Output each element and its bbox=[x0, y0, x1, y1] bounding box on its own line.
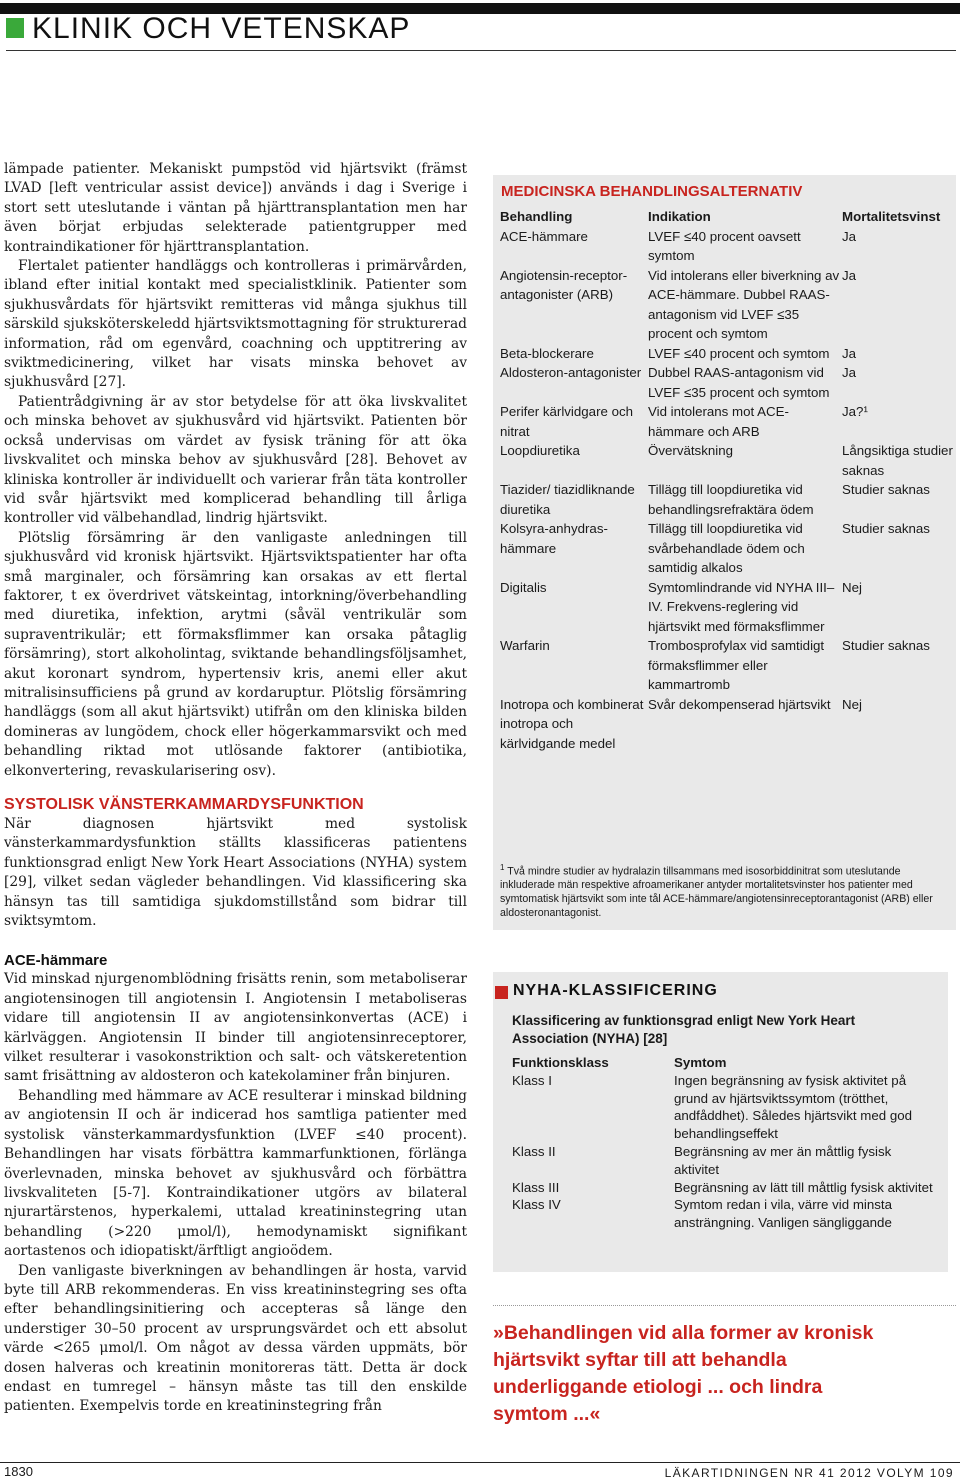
table-row bbox=[500, 695, 956, 754]
table-cell: LVEF ≤40 procent och symtom bbox=[648, 345, 830, 361]
table-row bbox=[500, 266, 956, 344]
table-cell: Begränsning av lätt till måttlig fysisk aktivitet bbox=[674, 1179, 933, 1195]
pullquote-divider bbox=[493, 1305, 956, 1306]
table-footnote bbox=[500, 861, 948, 921]
table-row bbox=[512, 1179, 938, 1197]
paragraph: Flertalet patienter handläggs och kontrolleras i primärvården, ibland efter initial kontakt med specialistklinik. Patienter som sjukhusvårdats för hjärtsvikt remitteras vid många sjukhus till särskild sjuksköterskeledd hjärtsviktsmottagning för strukturerad information, råd om egenvård, coachning och upptitrering av sviktmedicinering, vilket har visats minska behovet av sjukhusvård [27]. bbox=[4, 258, 467, 391]
table-cell: Warfarin bbox=[500, 638, 550, 653]
table-cell: Övervätskning bbox=[648, 443, 733, 458]
table-row bbox=[500, 363, 956, 402]
table-cell: LVEF ≤40 procent oavsett symtom bbox=[648, 228, 801, 263]
table-cell: Aldosteron-antagonister bbox=[500, 365, 642, 380]
footer-divider bbox=[0, 1462, 960, 1463]
table-row bbox=[500, 519, 956, 578]
paragraph: lämpade patienter. Mekaniskt pumpstöd vid hjärtsvikt (främst LVAD [left ventricular assist device]) används i dag i Sverige i stort sett uteslutande i väntan på hjärttransplantation men har även börjat erbjudas selekterade patientgrupper med kontraindikationer för hjärttransplantation. bbox=[4, 161, 467, 255]
table-header-row bbox=[512, 1054, 938, 1072]
footnote-mark: 1 bbox=[500, 863, 505, 872]
table-cell: Klass III bbox=[512, 1179, 560, 1195]
page-number: 1830 bbox=[4, 1464, 33, 1479]
article-left-column bbox=[4, 160, 467, 1417]
section-marker bbox=[6, 18, 24, 38]
table-cell: Klass II bbox=[512, 1143, 556, 1159]
table-cell: Angiotensin-receptor-antagonister (ARB) bbox=[500, 267, 628, 302]
nyha-box bbox=[493, 972, 948, 1272]
table-cell: Perifer kärlvidgare och nitrat bbox=[500, 404, 634, 439]
table-cell: Beta-blockerare bbox=[500, 345, 594, 361]
journal-info: LÄKARTIDNINGEN NR 41 2012 VOLYM 109 bbox=[664, 1466, 954, 1480]
column-header: Symtom bbox=[674, 1055, 727, 1070]
nyha-heading: NYHA-KLASSIFICERING bbox=[513, 982, 718, 999]
table-cell: Vid intolerans eller biverkning av ACE-hämmare. Dubbel RAAS-antagonism vid LVEF ≤35 procent och symtom bbox=[648, 267, 840, 341]
table-cell: Nej bbox=[842, 696, 862, 712]
column-header: Indikation bbox=[648, 209, 711, 224]
table-cell: Begränsning av mer än måttlig fysisk aktivitet bbox=[674, 1143, 892, 1177]
table-cell: Tillägg till loopdiuretika vid svårbehandlade ödem och samtidig alkalos bbox=[648, 521, 805, 575]
table-cell: Studier saknas bbox=[842, 482, 930, 497]
subheading-systolisk: SYSTOLISK VÄNSTERKAMMARDYSFUNKTION bbox=[4, 796, 364, 813]
table-cell: Tillägg till loopdiuretika vid behandlingsrefraktära ödem bbox=[648, 482, 814, 517]
nyha-subtitle: Klassificering av funktionsgrad enligt New York Heart Association (NYHA) [28] bbox=[512, 1013, 856, 1046]
table-cell: Studier saknas bbox=[842, 638, 930, 653]
table-cell: Symtomlindrande vid NYHA III–IV. Frekvens-reglering vid hjärtsvikt med förmaksflimmer bbox=[648, 579, 835, 634]
nyha-marker bbox=[495, 986, 508, 999]
table-row bbox=[512, 1196, 938, 1232]
footnote-text: Två mindre studier av hydralazin tillsammans med isosorbiddinitrat som uteslutande inkluderade män respektive afroamerikaner antyder mortalitetsvinster hos patienter med symtomatisk hjärtsvikt som inte tål ACE-hämmare/angiotensinreceptorantagonist (ARB) eller aldosteronantagonist. bbox=[500, 865, 933, 919]
table-cell: Kolsyra-anhydras-hämmare bbox=[500, 521, 608, 556]
table-row bbox=[500, 578, 956, 637]
column-header: Behandling bbox=[500, 209, 573, 224]
pullquote: »Behandlingen vid alla former av kronisk hjärtsvikt syftar till att behandla underliggande etiologi ... och lindra symtom ...« bbox=[493, 1322, 874, 1425]
section-divider bbox=[6, 50, 956, 51]
table-cell: Ja?¹ bbox=[842, 404, 868, 419]
table-cell: Trombosprofylax vid samtidigt förmaksflimmer eller kammartromb bbox=[648, 638, 825, 692]
table-cell: Ja bbox=[842, 345, 857, 361]
paragraph: Vid minskad njurgenomblödning frisätts renin, som metaboliserar angiotensinogen till angiotensin I. Angiotensin I metaboliseras vidare till angiotensin II av angiotensinkonvertas (ACE) i kärlväggen. Angiotensin II binder till angiotensinreceptorer, vilket resulterar i vasokonstriktion och salt- och vätskeretention samt frisättning av aldosteron och katekolaminer från binjuren. bbox=[4, 971, 467, 1085]
table-row bbox=[500, 636, 956, 695]
column-header: Funktionsklass bbox=[512, 1055, 609, 1070]
table-cell: Svår dekompenserad hjärtsvikt bbox=[648, 696, 831, 712]
med-table bbox=[500, 207, 956, 753]
table-row bbox=[500, 344, 956, 364]
table-cell: Ja bbox=[842, 228, 857, 244]
paragraph: Plötslig försämring är den vanligaste anledningen till sjukhusvård vid kronisk hjärtsvikt. Hjärtsviktspatienter har ofta små marginaler, och försämring kan orsakas av ett flertal faktorer, t ex överdrivet vätskeintag, intorkning/överbehandling med diuretika, infektion, arytmi (såväl ventrikulär som supraventrikulär; ett förmaksflimmer kan orsaka påtaglig försämring), stort alkoholintag, sviktande behandlingsföljsamhet, akut koronart syndrom, hypertensiv kris, anemi eller akut mitralisinsufficiens på grund av kordaruptur. Plötslig försämring handläggs (som all akut hjärtsvikt) utifrån om den kliniska bilden domineras av lungödem, chock eller högerkammarsvikt och med behandling riktad mot utlösande faktorer (antibiotika, elkonvertering, revaskularisering osv). bbox=[4, 529, 467, 779]
paragraph: Patientrådgivning är av stor betydelse för att öka livskvalitet och minska behovet av sjukhusvård vid hjärtsvikt. Patienten bör också undervisas om värdet av fysisk träning för att öka livskvalitet och minska behov av sjukhusvård [28]. Behovet av kliniska kontroller är individuellt och varierar från täta kontroller vid svår hjärtsvikt med komplicerad behandling till årliga kontroller vid välbehandlad, lindrig hjärtsvikt. bbox=[4, 393, 467, 527]
section-title: KLINIK OCH VETENSKAP bbox=[32, 12, 411, 45]
table-row bbox=[512, 1143, 938, 1179]
subheading-ace: ACE-hämmare bbox=[4, 952, 108, 970]
column-header: Mortalitetsvinst bbox=[842, 209, 941, 224]
table-cell: Studier saknas bbox=[842, 521, 930, 536]
table-cell: Vid intolerans mot ACE-hämmare och ARB bbox=[648, 404, 789, 439]
table-cell: Nej bbox=[842, 579, 862, 595]
table-header-row bbox=[500, 207, 956, 227]
table-cell: Ja bbox=[842, 365, 857, 380]
paragraph: Behandling med hämmare av ACE resulterar i minskad bildning av angiotensin II och är indicerad hos samtliga patienter med systolisk vänsterkammardysfunktion (LVEF ≤40 procent). Behandlingen har visats förbättra kammarfunktionen, förlänga överlevnaden, minska behovet av sjukhusvård och förbättra livskvaliteten [5-7]. Kontraindikationer utgörs av bilateral njurartärstenos, hyperkalemi, uttalad kreatininstegring utan behandling (>220 μmol/l), hemodynamiskt signifikant aortastenos och idiopatiskt/ärftligt angioödem. bbox=[4, 1087, 467, 1260]
table-cell: Klass I bbox=[512, 1072, 552, 1088]
table-cell: Symtom redan i vila, värre vid minsta ansträngning. Vanligen sängliggande bbox=[674, 1197, 892, 1231]
nyha-table bbox=[512, 1054, 938, 1232]
table-cell: ACE-hämmare bbox=[500, 228, 588, 244]
table-cell: Ja bbox=[842, 267, 857, 283]
table-row bbox=[500, 402, 956, 441]
table-row bbox=[512, 1072, 938, 1143]
table-cell: Tiazider/ tiazidliknande diuretika bbox=[500, 482, 635, 517]
paragraph: När diagnosen hjärtsvikt med systolisk vänsterkammardysfunktion ställts klassificeras patientens funktionsgrad enligt New York Heart Associations (NYHA) system [29], vilket sedan vägleder behandlingen. Vid klassificering ska hänsyn tas till samtidiga sjukdomstillstånd som bidrar till sviktsymtom. bbox=[4, 816, 467, 930]
table-row bbox=[500, 441, 956, 480]
table-cell: Ingen begränsning av fysisk aktivitet på grund av hjärtsviktssymtom (trötthet, andfåddhet). Således hjärtsvikt med god behandlingseffekt bbox=[674, 1072, 913, 1142]
med-table-title: MEDICINSKA BEHANDLINGSALTERNATIV bbox=[501, 183, 803, 200]
table-cell: Dubbel RAAS-antagonism vid LVEF ≤35 procent och symtom bbox=[648, 365, 830, 400]
med-table-box bbox=[493, 175, 956, 930]
table-cell: Loopdiuretika bbox=[500, 443, 580, 458]
table-cell: Klass IV bbox=[512, 1197, 561, 1213]
table-cell: Digitalis bbox=[500, 579, 547, 595]
table-cell: Inotropa och kombinerat inotropa och kärlvidgande medel bbox=[500, 696, 644, 751]
table-cell: Långsiktiga studier saknas bbox=[842, 443, 953, 478]
table-row bbox=[500, 227, 956, 266]
table-row bbox=[500, 480, 956, 519]
paragraph: Den vanligaste biverkningen av behandlingen är hosta, varvid byte till ARB rekommenderas. En viss kreatininstegring ses ofta efter behandlingsinitiering och accepteras så länge den understiger 30–50 procent av ursprungsvärdet och ett absolut värde <265 μmol/l. Om något av dessa värden uppmäts, bör dosen halveras och kreatinin monitoreras tätt. Detta är dock endast en tumregel – hänsyn måste tas till den enskilde patienten. Exempelvis torde en kreatininstegring från bbox=[4, 1262, 467, 1415]
